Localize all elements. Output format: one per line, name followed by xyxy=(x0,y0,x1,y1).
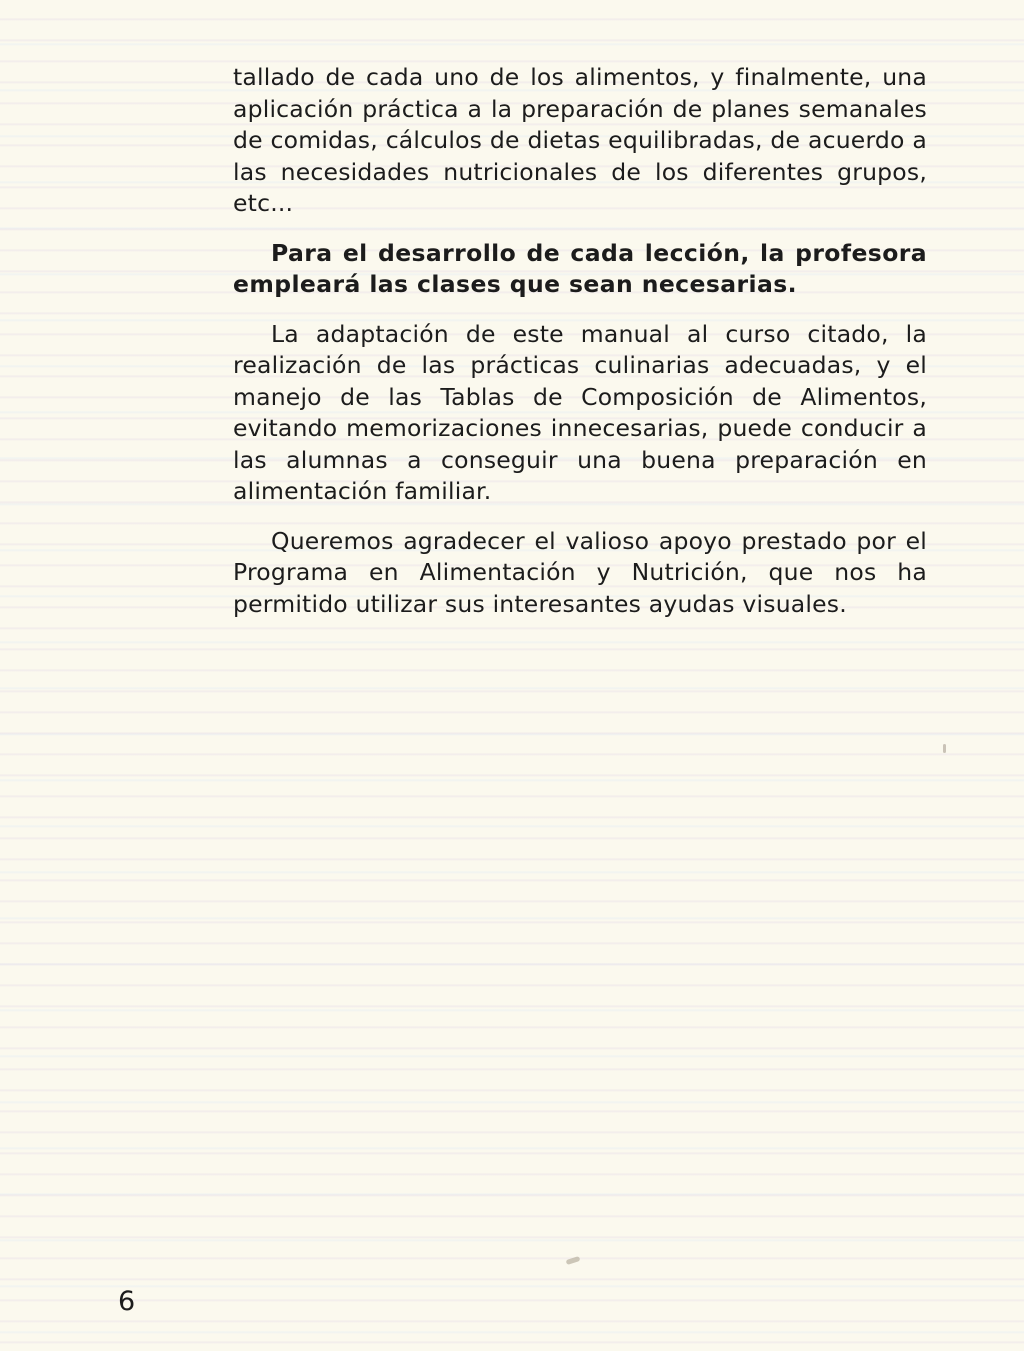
paragraph-bold-note: Para el desarrollo de cada lección, la profesora empleará las clases que sean necesarias. xyxy=(233,238,927,298)
paragraph-continuation: tallado de cada uno de los alimentos, y finalmente, una aplicación práctica a la preparación de planes semanales de comidas, cálculos de dietas equilibradas, de acuerdo a las necesidades nutricionales de los diferentes grupos, etc... xyxy=(233,63,927,217)
paper-speck xyxy=(566,1256,581,1265)
body-text xyxy=(233,62,927,638)
paragraph-acknowledgement: Queremos agradecer el valioso apoyo prestado por el Programa en Alimentación y Nutrición, que nos ha permitido utilizar sus interesantes ayudas visuales. xyxy=(233,526,927,618)
paper-speck xyxy=(943,744,946,753)
page-number: 6 xyxy=(118,1286,136,1317)
paragraph-adaptation: La adaptación de este manual al curso citado, la realización de las prácticas culinarias adecuadas, y el manejo de las Tablas de Composición de Alimentos, evitando memorizaciones innecesarias, puede conducir a las alumnas a conseguir una buena preparación en alimentación familiar. xyxy=(233,319,927,505)
